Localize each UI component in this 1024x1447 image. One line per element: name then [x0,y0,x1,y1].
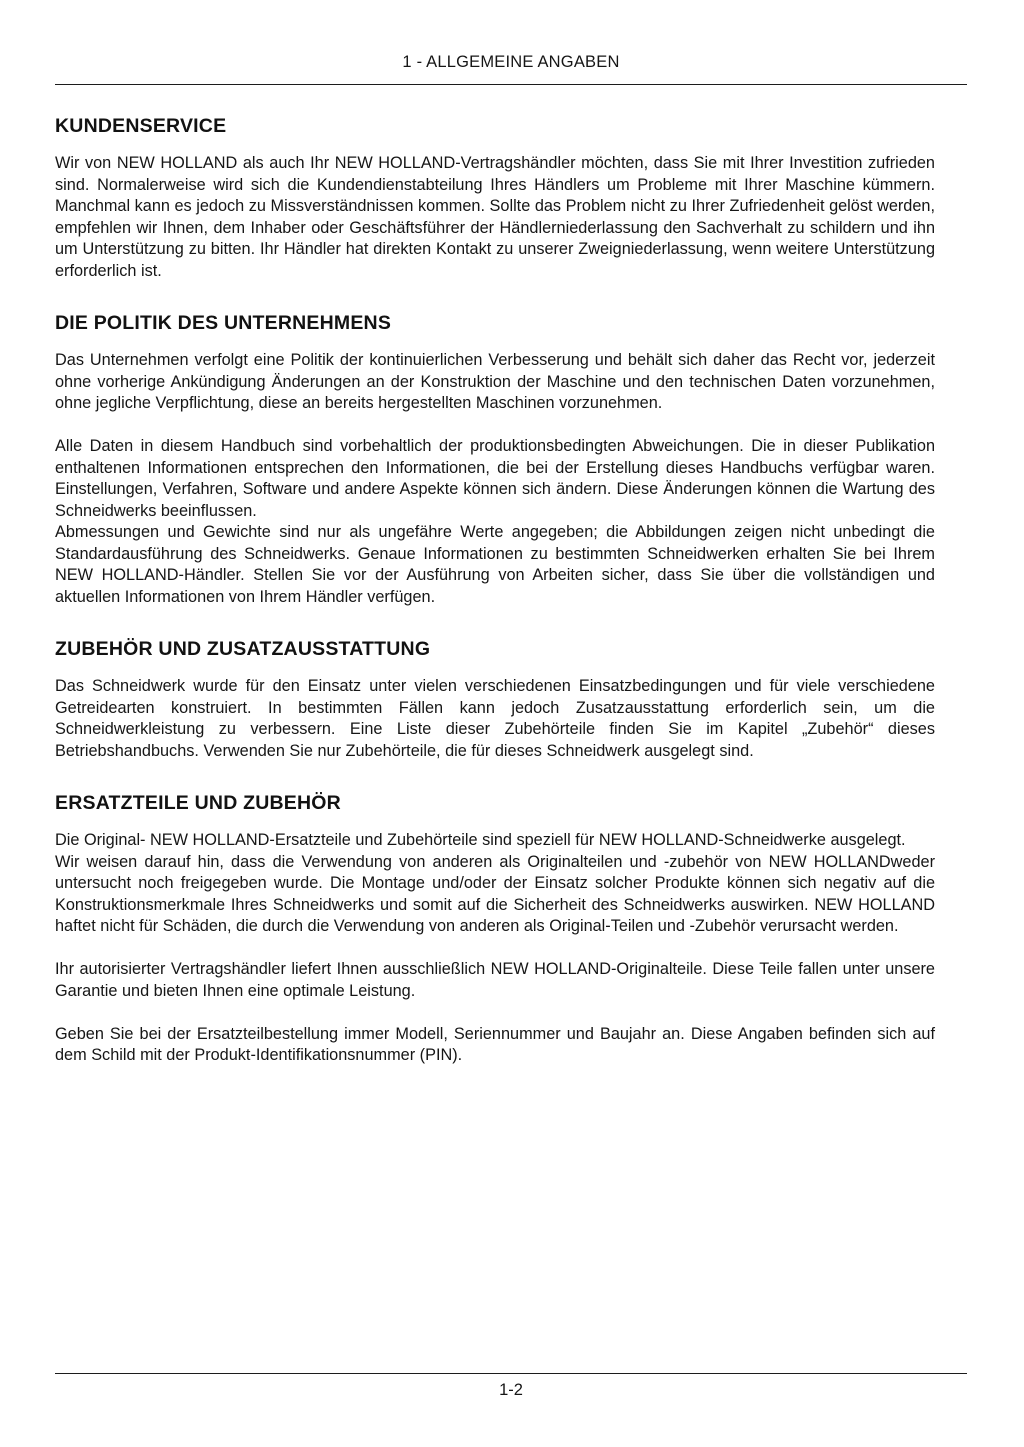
header-rule [55,84,967,85]
paragraph: Das Schneidwerk wurde für den Einsatz unter vielen verschiedenen Einsatzbedingungen und für viele verschiedene Getreidearten konstruiert. In bestimmten Fällen kann jedoch Zusatzausstattung erforderlich sein, um die Schneidwerkleistung zu verbessern. Eine Liste dieser Zubehörteile finden Sie im Kapitel „Zubehör“ dieses Betriebshandbuchs. Verwenden Sie nur Zubehörteile, die für dieses Schneidwerk ausgelegt sind. [55,677,935,760]
section-heading-politik-des-unternehmens: DIE POLITIK DES UNTERNEHMENS [55,312,392,334]
paragraph: Geben Sie bei der Ersatzteilbestellung immer Modell, Seriennummer und Baujahr an. Diese Angaben befinden sich auf dem Schild mit der Produkt-Identifikationsnummer (PIN). [55,1024,935,1064]
page-header [55,52,967,85]
chapter-title: 1 - ALLGEMEINE ANGABEN [402,53,620,71]
paragraph: Abmessungen und Gewichte sind nur als ungefähre Werte angegeben; die Abbildungen zeigen nicht unbedingt die Standardausführung des Schneidwerks. Genaue Informationen zu bestimmten Schneidwerken erhalten Sie bei Ihrem NEW HOLLAND-Händler. Stellen Sie vor der Ausführung von Arbeiten sicher, dass Sie über die vollständigen und aktuellen Informationen von Ihrem Händler verfügen. [55,523,935,606]
paragraph: Alle Daten in diesem Handbuch sind vorbehaltlich der produktionsbedingten Abweichungen. Die in dieser Publikation enthaltenen Informationen entsprechen den Informationen, die bei der Erstellung dieses Handbuchs verfügbar waren. Einstellungen, Verfahren, Software und andere Aspekte können sich ändern. Diese Änderungen können die Wartung des Schneidwerks beeinflussen. [55,437,935,520]
paragraph: Wir weisen darauf hin, dass die Verwendung von anderen als Originalteilen und -zubehör von NEW HOLLANDweder untersucht noch freigegeben wurde. Die Montage und/oder der Einsatz solcher Produkte können sich negativ auf die Konstruktionsmerkmale Ihres Schneidwerks und somit auf die Sicherheit des Schneidwerks auswirken. NEW HOLLAND haftet nicht für Schäden, die durch die Verwendung von anderen als Original-Teilen und -Zubehör verursacht werden. [55,852,935,935]
section-heading-kundenservice: KUNDENSERVICE [55,115,227,137]
paragraph: Ihr autorisierter Vertragshändler liefert Ihnen ausschließlich NEW HOLLAND-Originalteile. Diese Teile fallen unter unsere Garantie und bieten Ihnen eine optimale Leistung. [55,960,935,1000]
paragraph: Die Original- NEW HOLLAND-Ersatzteile und Zubehörteile sind speziell für NEW HOLLAND-Schneidwerke ausgelegt. [55,831,906,849]
page-body [55,115,967,1067]
paragraph: Das Unternehmen verfolgt eine Politik der kontinuierlichen Verbesserung und behält sich daher das Recht vor, jederzeit ohne vorherige Ankündigung Änderungen an der Konstruktion der Maschine und den technischen Daten vorzunehmen, ohne jegliche Verpflichtung, diese an bereits hergestellten Maschinen vorzunehmen. [55,351,935,412]
page-footer [55,1373,967,1400]
section-heading-ersatzteile-und-zubehoer: ERSATZTEILE UND ZUBEHÖR [55,792,341,814]
page-number: 1-2 [499,1381,523,1399]
paragraph: Wir von NEW HOLLAND als auch Ihr NEW HOLLAND-Vertragshändler möchten, dass Sie mit Ihrer Investition zufrieden sind. Normalerweise wird sich die Kundendienstabteilung Ihres Händlers um Probleme mit Ihrer Maschine kümmern. Manchmal kann es jedoch zu Missverständnissen kommen. Sollte das Problem nicht zu Ihrer Zufriedenheit gelöst werden, empfehlen wir Ihnen, dem Inhaber oder Geschäftsführer der Händlerniederlassung den Sachverhalt zu schildern und ihn um Unterstützung zu bitten. Ihr Händler hat direkten Kontakt zu unserer Zweigniederlassung, wenn weitere Unterstützung erforderlich ist. [55,154,935,280]
section-heading-zubehoer-und-zusatzausstattung: ZUBEHÖR UND ZUSATZAUSSTATTUNG [55,638,431,660]
